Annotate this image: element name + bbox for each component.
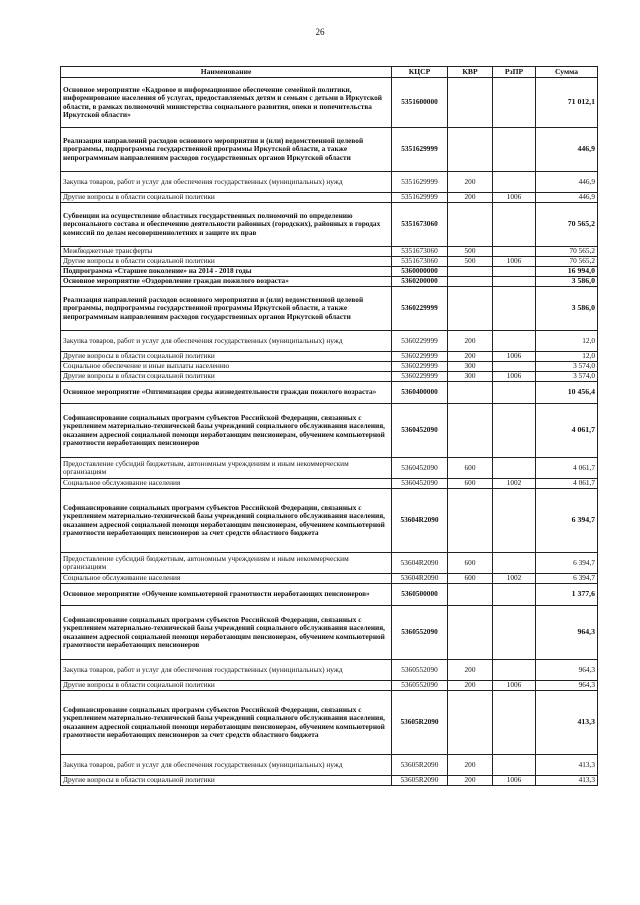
table-row <box>61 203 598 247</box>
row-kvr-cell <box>448 691 493 755</box>
row-name-cell: Другие вопросы в области социальной политики <box>61 372 392 382</box>
row-rzpr-cell <box>493 489 536 553</box>
row-name-cell: Подпрограмма «Старшее поколение» на 2014 - 2018 годы <box>61 267 392 277</box>
row-sum-cell: 6 394,7 <box>536 574 598 584</box>
row-kvr-cell: 600 <box>448 479 493 489</box>
row-kcsr-cell: 5351629999 <box>392 172 448 193</box>
row-name-cell: Софинансирование социальных программ субъектов Российской Федерации, связанных с укреплением материально-технической базы учреждений социального обслуживания населения, оказанием адресной социальной помощи неработающим пенсионерам, обучением компьютерной грамотности неработающих пенсионеров <box>61 606 392 660</box>
row-sum-cell: 12,0 <box>536 331 598 352</box>
row-kvr-cell <box>448 404 493 458</box>
row-kcsr-cell: 5351673060 <box>392 203 448 247</box>
row-kcsr-cell: 5360452090 <box>392 404 448 458</box>
row-sum-cell: 3 574,0 <box>536 372 598 382</box>
table-row <box>61 382 598 404</box>
page-number: 26 <box>315 27 325 37</box>
row-kcsr-cell: 53604R2090 <box>392 553 448 574</box>
row-sum-cell: 70 565,2 <box>536 203 598 247</box>
row-kvr-cell <box>448 382 493 404</box>
row-kvr-cell: 600 <box>448 574 493 584</box>
row-sum-cell: 4 061,7 <box>536 479 598 489</box>
row-rzpr-cell: 1006 <box>493 372 536 382</box>
row-kcsr-cell: 5360452090 <box>392 479 448 489</box>
table-row <box>61 584 598 606</box>
row-kvr-cell: 600 <box>448 553 493 574</box>
table-row <box>61 489 598 553</box>
table-row <box>61 755 598 776</box>
row-rzpr-cell <box>493 247 536 257</box>
row-sum-cell: 3 586,0 <box>536 277 598 287</box>
row-kcsr-cell: 5351629999 <box>392 128 448 172</box>
row-rzpr-cell <box>493 691 536 755</box>
table-row <box>61 78 598 128</box>
row-name-cell: Закупка товаров, работ и услуг для обеспечения государственных (муниципальных) нужд <box>61 172 392 193</box>
header-name: Наименование <box>61 67 392 78</box>
row-name-cell: Закупка товаров, работ и услуг для обеспечения государственных (муниципальных) нужд <box>61 660 392 681</box>
row-rzpr-cell <box>493 267 536 277</box>
row-kvr-cell <box>448 128 493 172</box>
row-kvr-cell <box>448 267 493 277</box>
table-row <box>61 352 598 362</box>
row-rzpr-cell <box>493 172 536 193</box>
table-row <box>61 574 598 584</box>
row-kcsr-cell: 5351600000 <box>392 78 448 128</box>
row-name-cell: Другие вопросы в области социальной политики <box>61 193 392 203</box>
table-row <box>61 404 598 458</box>
table-row <box>61 331 598 352</box>
row-kvr-cell <box>448 584 493 606</box>
row-name-cell: Другие вопросы в области социальной политики <box>61 352 392 362</box>
table-row <box>61 553 598 574</box>
row-name-cell: Социальное обслуживание населения <box>61 479 392 489</box>
row-sum-cell: 10 456,4 <box>536 382 598 404</box>
row-name-cell: Реализация направлений расходов основного мероприятия и (или) ведомственной целевой программы, подпрограммы государственной программы Иркутской области, а также непрограммным направлениям расходов государственных органов Иркутской области <box>61 287 392 331</box>
row-rzpr-cell <box>493 404 536 458</box>
row-rzpr-cell: 1006 <box>493 776 536 786</box>
row-kvr-cell <box>448 203 493 247</box>
row-kcsr-cell: 5351673060 <box>392 257 448 267</box>
row-name-cell: Другие вопросы в области социальной политики <box>61 257 392 267</box>
row-rzpr-cell <box>493 128 536 172</box>
table-row <box>61 681 598 691</box>
row-kcsr-cell: 53605R2090 <box>392 776 448 786</box>
row-rzpr-cell: 1006 <box>493 352 536 362</box>
row-kvr-cell: 200 <box>448 776 493 786</box>
row-kcsr-cell: 5360229999 <box>392 287 448 331</box>
row-sum-cell: 4 061,7 <box>536 404 598 458</box>
row-kvr-cell: 200 <box>448 660 493 681</box>
row-rzpr-cell <box>493 382 536 404</box>
row-rzpr-cell: 1006 <box>493 193 536 203</box>
row-kvr-cell <box>448 606 493 660</box>
row-sum-cell: 413,3 <box>536 755 598 776</box>
table-row <box>61 247 598 257</box>
table-row <box>61 128 598 172</box>
row-rzpr-cell <box>493 660 536 681</box>
row-name-cell: Основное мероприятие «Обучение компьютерной грамотности неработающих пенсионеров» <box>61 584 392 606</box>
table-row <box>61 267 598 277</box>
row-rzpr-cell: 1002 <box>493 479 536 489</box>
row-sum-cell: 6 394,7 <box>536 489 598 553</box>
header-kcsr: КЦСР <box>392 67 448 78</box>
table-row <box>61 660 598 681</box>
row-rzpr-cell <box>493 606 536 660</box>
row-kcsr-cell: 5360552090 <box>392 660 448 681</box>
row-kcsr-cell: 5351629999 <box>392 193 448 203</box>
row-name-cell: Социальное обеспечение и иные выплаты населению <box>61 362 392 372</box>
row-name-cell: Предоставление субсидий бюджетным, автономным учреждениям и иным некоммерческим организациям <box>61 553 392 574</box>
row-kcsr-cell: 5360229999 <box>392 352 448 362</box>
row-kcsr-cell: 53605R2090 <box>392 691 448 755</box>
row-sum-cell: 964,3 <box>536 681 598 691</box>
row-sum-cell: 964,3 <box>536 660 598 681</box>
row-kvr-cell: 200 <box>448 172 493 193</box>
row-name-cell: Основное мероприятие «Оздоровление граждан пожилого возраста» <box>61 277 392 287</box>
row-kvr-cell <box>448 277 493 287</box>
row-kcsr-cell: 5360400000 <box>392 382 448 404</box>
table-row <box>61 776 598 786</box>
row-kcsr-cell: 5351673060 <box>392 247 448 257</box>
row-kcsr-cell: 5360552090 <box>392 681 448 691</box>
row-sum-cell: 413,3 <box>536 691 598 755</box>
row-kvr-cell: 200 <box>448 681 493 691</box>
row-sum-cell: 964,3 <box>536 606 598 660</box>
row-kvr-cell: 200 <box>448 331 493 352</box>
row-rzpr-cell <box>493 362 536 372</box>
row-kvr-cell: 300 <box>448 362 493 372</box>
row-name-cell: Закупка товаров, работ и услуг для обеспечения государственных (муниципальных) нужд <box>61 331 392 352</box>
budget-table <box>60 66 598 786</box>
table-row <box>61 458 598 479</box>
row-sum-cell: 70 565,2 <box>536 247 598 257</box>
row-sum-cell: 6 394,7 <box>536 553 598 574</box>
table-row <box>61 257 598 267</box>
header-rzpr: РзПР <box>493 67 536 78</box>
row-kcsr-cell: 53604R2090 <box>392 489 448 553</box>
row-name-cell: Закупка товаров, работ и услуг для обеспечения государственных (муниципальных) нужд <box>61 755 392 776</box>
row-kcsr-cell: 5360200000 <box>392 277 448 287</box>
row-sum-cell: 16 994,0 <box>536 267 598 277</box>
row-kvr-cell <box>448 287 493 331</box>
row-kvr-cell <box>448 78 493 128</box>
table-row <box>61 277 598 287</box>
row-kcsr-cell: 5360229999 <box>392 362 448 372</box>
row-sum-cell: 1 377,6 <box>536 584 598 606</box>
row-sum-cell: 446,9 <box>536 128 598 172</box>
row-kcsr-cell: 5360552090 <box>392 606 448 660</box>
table-body <box>61 78 598 786</box>
row-rzpr-cell <box>493 203 536 247</box>
row-kvr-cell: 200 <box>448 352 493 362</box>
table-row <box>61 372 598 382</box>
table-row <box>61 479 598 489</box>
row-sum-cell: 4 061,7 <box>536 458 598 479</box>
row-rzpr-cell <box>493 553 536 574</box>
row-sum-cell: 446,9 <box>536 172 598 193</box>
row-rzpr-cell <box>493 458 536 479</box>
table-header-row <box>61 67 598 78</box>
row-sum-cell: 12,0 <box>536 352 598 362</box>
row-rzpr-cell <box>493 584 536 606</box>
row-name-cell: Социальное обслуживание населения <box>61 574 392 584</box>
row-name-cell: Межбюджетные трансферты <box>61 247 392 257</box>
row-kvr-cell: 600 <box>448 458 493 479</box>
row-rzpr-cell: 1006 <box>493 257 536 267</box>
row-kvr-cell: 300 <box>448 372 493 382</box>
row-rzpr-cell <box>493 78 536 128</box>
row-kcsr-cell: 5360000000 <box>392 267 448 277</box>
row-kcsr-cell: 5360452090 <box>392 458 448 479</box>
row-kcsr-cell: 53604R2090 <box>392 574 448 584</box>
row-name-cell: Софинансирование социальных программ субъектов Российской Федерации, связанных с укреплением материально-технической базы учреждений социального обслуживания населения, оказанием адресной социальной помощи неработающим пенсионерам, обучением компьютерной грамотности неработающих пенсионеров <box>61 404 392 458</box>
row-kvr-cell: 200 <box>448 193 493 203</box>
table-row <box>61 606 598 660</box>
table-row <box>61 362 598 372</box>
header-sum: Сумма <box>536 67 598 78</box>
row-rzpr-cell <box>493 331 536 352</box>
row-kvr-cell: 500 <box>448 257 493 267</box>
row-kcsr-cell: 53605R2090 <box>392 755 448 776</box>
row-name-cell: Субвенции на осуществление областных государственных полномочий по определению персонального состава и обеспечению деятельности районных (городских), районных в городах комиссий по делам несовершеннолетних и защите их прав <box>61 203 392 247</box>
row-rzpr-cell <box>493 287 536 331</box>
row-sum-cell: 3 586,0 <box>536 287 598 331</box>
row-kvr-cell: 500 <box>448 247 493 257</box>
row-kcsr-cell: 5360229999 <box>392 372 448 382</box>
row-name-cell: Софинансирование социальных программ субъектов Российской Федерации, связанных с укреплением материально-технической базы учреждений социального обслуживания населения, оказанием адресной социальной помощи неработающим пенсионерам, обучением компьютерной грамотности неработающих пенсионеров за счет средств областного бюджета <box>61 691 392 755</box>
table-row <box>61 193 598 203</box>
table-row <box>61 172 598 193</box>
row-name-cell: Предоставление субсидий бюджетным, автономным учреждениям и иным некоммерческим организациям <box>61 458 392 479</box>
row-kcsr-cell: 5360229999 <box>392 331 448 352</box>
row-name-cell: Основное мероприятие «Оптимизация среды жизнедеятельности граждан пожилого возраста» <box>61 382 392 404</box>
table-row <box>61 287 598 331</box>
row-name-cell: Реализация направлений расходов основного мероприятия и (или) ведомственной целевой программы, подпрограммы государственной программы Иркутской области, а также непрограммным направлениям расходов государственных органов Иркутской области <box>61 128 392 172</box>
row-sum-cell: 3 574,0 <box>536 362 598 372</box>
row-name-cell: Другие вопросы в области социальной политики <box>61 681 392 691</box>
row-sum-cell: 71 012,1 <box>536 78 598 128</box>
row-name-cell: Софинансирование социальных программ субъектов Российской Федерации, связанных с укреплением материально-технической базы учреждений социального обслуживания населения, оказанием адресной социальной помощи неработающим пенсионерам, обучением компьютерной грамотности неработающих пенсионеров за счет средств областного бюджета <box>61 489 392 553</box>
row-sum-cell: 413,3 <box>536 776 598 786</box>
table-row <box>61 691 598 755</box>
row-kvr-cell: 200 <box>448 755 493 776</box>
header-kvr: КВР <box>448 67 493 78</box>
row-sum-cell: 446,9 <box>536 193 598 203</box>
row-kcsr-cell: 5360500000 <box>392 584 448 606</box>
row-kvr-cell <box>448 489 493 553</box>
row-rzpr-cell: 1002 <box>493 574 536 584</box>
row-rzpr-cell <box>493 277 536 287</box>
row-sum-cell: 70 565,2 <box>536 257 598 267</box>
row-name-cell: Основное мероприятие «Кадровое и информационное обеспечение семейной политики, информирование населения об услугах, предоставляемых детям и семьям с детьми в Иркутской области, в рамках полномочий министерства социального развития, опеки и попечительства Иркутской области» <box>61 78 392 128</box>
row-rzpr-cell <box>493 755 536 776</box>
row-name-cell: Другие вопросы в области социальной политики <box>61 776 392 786</box>
row-rzpr-cell: 1006 <box>493 681 536 691</box>
